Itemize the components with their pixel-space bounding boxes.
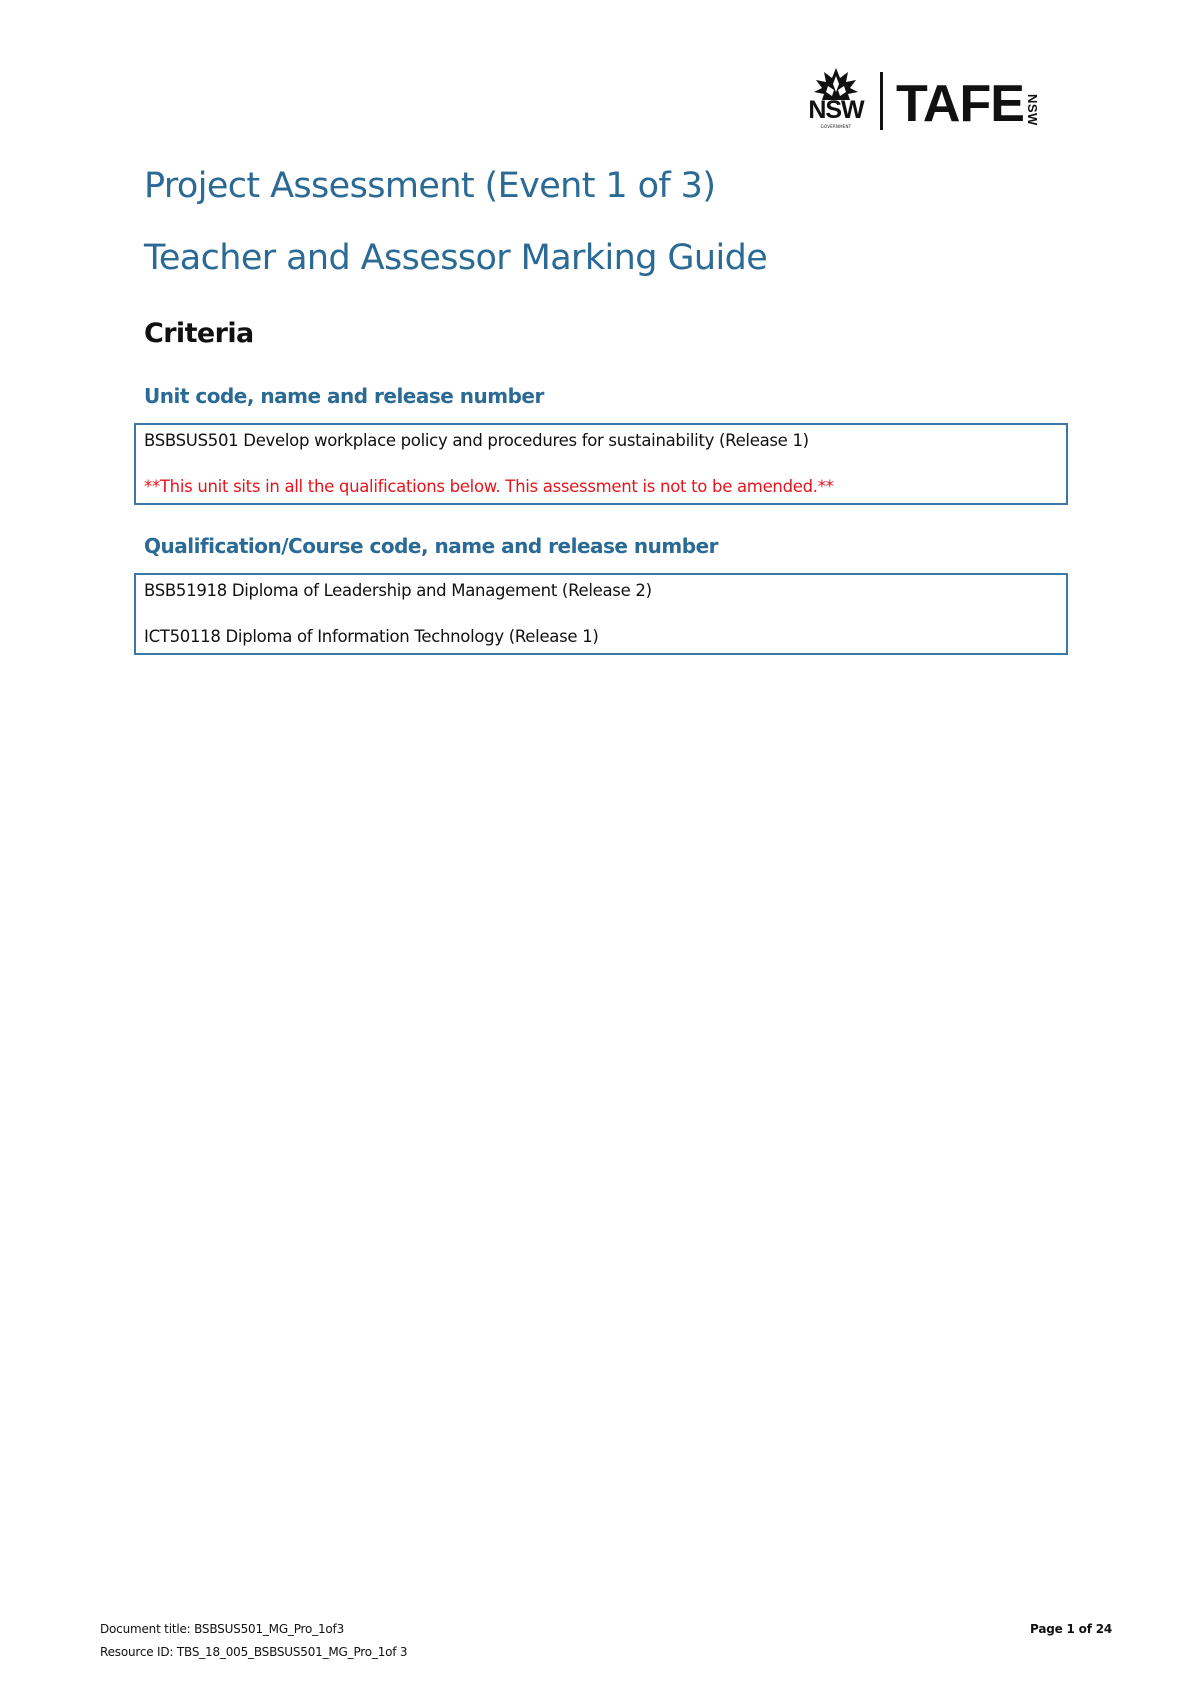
tafe-nsw-label: NSW — [1025, 94, 1040, 126]
footer-page-number: Page 1 of 24 — [1030, 1622, 1112, 1636]
nsw-wordmark: NSW — [808, 96, 864, 124]
footer-document-title: Document title: BSBSUS501_MG_Pro_1of3 — [100, 1622, 345, 1636]
footer-resource-id-row — [100, 1645, 1112, 1659]
page-title: Project Assessment (Event 1 of 3) — [144, 166, 716, 206]
footer-document-title-row — [100, 1622, 1112, 1636]
nsw-government-label: GOVERNMENT — [820, 124, 852, 129]
qualification-details-box — [134, 573, 1068, 655]
unit-details-box — [134, 423, 1068, 505]
criteria-heading: Criteria — [144, 318, 254, 349]
unit-warning-text: **This unit sits in all the qualifications below. This assessment is not to be amended.** — [144, 477, 834, 496]
page-subtitle: Teacher and Assessor Marking Guide — [144, 238, 768, 278]
qualification-section-heading: Qualification/Course code, name and release number — [144, 534, 718, 558]
unit-code-text: BSBSUS501 Develop workplace policy and procedures for sustainability (Release 1) — [144, 431, 809, 450]
nsw-government-logo — [806, 66, 866, 134]
qualification-line-2: ICT50118 Diploma of Information Technology (Release 1) — [144, 627, 599, 646]
footer-resource-id: Resource ID: TBS_18_005_BSBSUS501_MG_Pro_1of 3 — [100, 1645, 408, 1659]
qualification-line-1: BSB51918 Diploma of Leadership and Management (Release 2) — [144, 581, 652, 600]
waratah-icon — [812, 66, 860, 100]
nsw-tafe-logo — [806, 66, 1072, 134]
unit-section-heading: Unit code, name and release number — [144, 384, 544, 408]
tafe-wordmark: TAFE — [896, 75, 1024, 133]
logo-divider — [880, 72, 883, 130]
